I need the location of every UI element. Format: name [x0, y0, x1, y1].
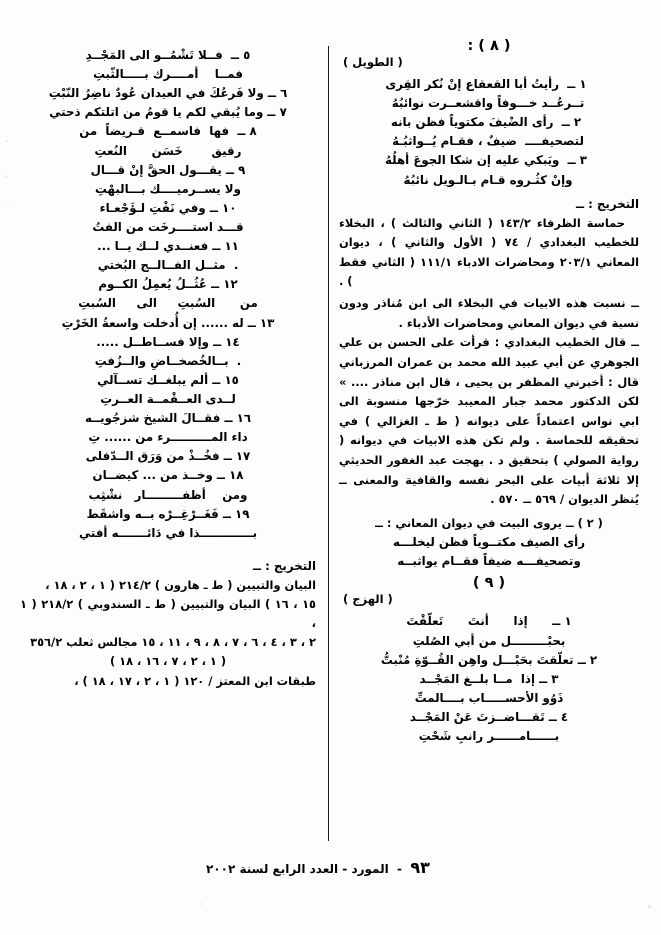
verse-line: [20, 447, 316, 466]
verse-line: [20, 275, 316, 313]
scan-speckle: [200, 903, 202, 905]
verse-line: [339, 612, 639, 650]
takhreej-note: ــ قال الخطيب البغدادي : قرأت على الحسن بن علي الجوهري عن أبي عبيد الله محمد بن عمران المرزباني قال : أخبرني المظفر بن يحيى ، قال ابن مناذر .... » لكن الدكتور محمد جبار المعيبد خرّجها منسوبة الى ابي نواس اعتماداً على ديوانه ( ط ـ الغزالي ) في تحقيقه للحماسة . ولم تكن هذه الابيات في ديوانه ( رواية الصولي ) بتحقيق د . بهجت عبد الغفور الحديثي إلا ثلاثة أبيات على البحر نفسه والقافية والمعنى ــ يُنظر الديوان / ٥٦٩ ــ ٥٧٠ .: [339, 335, 639, 507]
hemistich-second: . بــالخُصخــاضِ والــزُفتِ: [94, 353, 242, 368]
hemistich-second: . مثــل الفــالــج البُختي: [97, 258, 239, 273]
poem-9-number: ( ٩ ): [472, 575, 506, 592]
citation-line: البيان والتبيين ( ط ـ هارون ) ٢١٤/٢ ( ١ ، ٢ ، ١٨ ،: [45, 577, 316, 592]
hemistich-first: ١٤ ــ وإلا فســاطــل .....: [96, 334, 240, 349]
poem-8-number: ( ٨ ) :: [467, 38, 511, 54]
variant-hemistich-second: وتصحيفـــه ضيفاً فقــام يواثبــه: [397, 554, 581, 569]
hemistich-second: بـــــــــــــذا في دَائـــــــه أفتي: [78, 525, 258, 540]
poem-8-verses: [339, 75, 639, 190]
verse-line: [339, 670, 639, 708]
hemistich-second: رقيق خَسَن النُعتِ: [94, 143, 242, 158]
hemistich-first: ٧ ــ وما يُبقي لكم يا قومُ من اتلتكم ذحتي: [49, 105, 287, 120]
verse-line: [339, 151, 639, 189]
scan-speckle: [5, 175, 7, 178]
verse-line: [20, 409, 316, 447]
hemistich-first: ١٣ ــ له ...... إن أُدخلت واسعةُ الخَرْتِ: [61, 315, 275, 330]
page-footer: [14, 844, 647, 891]
variant-hemistich-first: رأى الصيف مكتــوياً فظن ليخلـــه: [393, 535, 585, 550]
hemistich-first: ٣ ــ إذا مــا بلــغ المَجْــد: [419, 671, 559, 686]
hemistich-first: ١٢ ــ عُثُــلُ يُعمِلُ الكــوم: [98, 277, 238, 292]
citation-line: ٢ ، ٣ ، ٤ ، ٦ ، ٧ ، ٨ ، ٩ ، ١١ ، ١٥ مجالس ثعلب ٣٥٦/٢: [30, 635, 316, 650]
takhreej-body-right: حماسة الظرفاء ١٤٣/٢ ( الثاني والثالث ) ، البخلاء للخطيب البغدادي / ٧٤ ( الأول والثاني ) ، ديوان المعاني ٢٠٣/١ ومحاضرات الادباء ١١١/١ ( الثاني فقط ) .: [339, 215, 640, 289]
verse-line: [339, 708, 639, 746]
variant-intro: ( ٢ ) ــ يروى البيت في ديوان المعاني : ــ: [375, 515, 603, 530]
hemistich-first: ١١ ــ فعنــدي لــك يــا ...: [97, 239, 239, 254]
poem-9-meter-label: ( الهزج ): [343, 592, 393, 607]
scan-speckle: [6, 140, 8, 142]
takhreej-label-left: التخريج : ــ: [252, 558, 316, 573]
verse-line: [20, 371, 316, 409]
takhreej-note: ــ نسبت هذه الابيات في البخلاء الى ابن مُناذر ودون نسبة في ديوان المعاني ومحاضرات الأدباء .: [339, 296, 639, 330]
hemistich-second: ومن أظفـــــــــار نشْثِب: [88, 487, 248, 502]
journal-name: المورد: [351, 862, 389, 876]
hemistich-first: ١٧ ــ فخُــذْ من وَرَق الــدّفلى: [85, 449, 251, 464]
left-column: [14, 34, 328, 854]
poem-8-meter-label: ( الطويل ): [343, 55, 403, 69]
hemistich-first: ٩ ــ يقـــول الحقَّ إنْ قـــال: [90, 162, 246, 177]
hemistich-first: ١٦ ــ فقــالَ الشيخ شزجُويــه: [84, 411, 252, 426]
takhreej-label-right: التخريج : ــ: [575, 196, 639, 211]
scan-speckle: [648, 905, 651, 908]
hemistich-first: ٢ ــ تعلّقتَ بحَبْـــل واهِن القُــوّةِ مُنْبتُّ: [380, 652, 598, 667]
right-column: [329, 34, 647, 854]
hemistich-first: ٨ ــ فها فاسمــع قـريضاً من: [79, 124, 257, 139]
two-column-layout: [14, 34, 647, 854]
column-divider-rule: [328, 46, 329, 841]
hemistich-first: ٤ ــ تَقـــاضــزتَ عَنْ المَجْــد: [409, 709, 569, 724]
hemistich-first: ١ ــ إذا أنتَ تَعلّقْتَ: [406, 614, 572, 629]
page-number: ٩٣: [410, 858, 430, 877]
hemistich-second: من السُبتِ الى السُبتِ: [78, 296, 258, 311]
verse-line: [20, 333, 316, 371]
verse-line: [339, 651, 639, 670]
verse-line: [339, 113, 639, 151]
hemistich-second: وإنْ كثُـروه قـام بـالـويل نائبُهُ: [403, 172, 573, 187]
hemistich-second: تــرعُــد خـــوفاً واقشعــرت نوائبُهُ: [391, 96, 585, 111]
hemistich-second: ذَوُو الأحســـــاب بــــالمتِّ: [414, 690, 564, 705]
footer-separator: -: [338, 862, 352, 876]
poem-9-verses: [339, 612, 639, 746]
issue-label: العدد الرابع لسنة ٢٠٠٢: [205, 862, 339, 876]
hemistich-first: ٥ ــ فــلا تَشْمُــو الى المَجْــدِ: [85, 48, 251, 62]
hemistich-first: ١٥ ــ ألم يبلغــك تســآلي: [97, 372, 239, 387]
hemistich-second: بــــــامــــــر رانبِ شَحْتِ: [418, 729, 560, 744]
page-content-area: [14, 34, 647, 895]
verse-line: [20, 505, 316, 543]
hemistich-first: ١٠ ــ وفي نَفْتِ لـؤَجْعـاء: [99, 200, 237, 215]
hemistich-second: ولا يســرميــــك بـــالبهْتِ: [95, 181, 241, 196]
hemistich-second: لتصحيفــــ ضيفٌ ، فقـام يُــواثبُـهُ: [392, 134, 584, 149]
hemistich-second: فمــا أمــــرك بـــــالثّبتِ: [93, 67, 243, 82]
citation-line: ( ١ ، ٢ ، ٧ ، ١٦ ، ١٨ ): [109, 654, 227, 669]
verse-line: [20, 122, 316, 160]
hemistich-first: ١٨ ــ وخــذ من ... كيضــان: [92, 468, 244, 483]
verse-line: [20, 103, 316, 122]
hemistich-second: بحبْـــــــــل من أبي الصُلتِ: [412, 633, 566, 648]
hemistich-first: ١ ــ رأيتُ أبا القعقاع إنْ نُكر القِرى: [385, 77, 587, 91]
verse-line: [20, 199, 316, 237]
verse-line: [20, 314, 316, 333]
footer-separator: -: [388, 862, 411, 876]
hemistich-second: لــدى العــقْمــة العــرتِ: [100, 391, 236, 406]
scan-speckle: [7, 205, 9, 207]
citation-line: ١٥ ، ١٦ ) البيان والتبيين ( ط ـ السندوبي ) ٢١٨/٢ ( ١ ،: [20, 597, 316, 631]
verse-line: [20, 466, 316, 504]
left-column-verses: [20, 34, 316, 543]
verse-line: [20, 161, 316, 199]
hemistich-first: ٣ ــ ويَبكي عليه إن شكا الجوعَ أهلُهُ: [385, 153, 587, 168]
citation-line: طبقات ابن المعتز / ١٢٠ ( ١ ، ٢ ، ١٧ ، ١٨ ) ،: [74, 673, 316, 688]
hemistich-first: ٢ ــ رأى الضْيفَ مكتوياً فظن بانه: [390, 115, 582, 130]
takhreej-block-left: [20, 559, 316, 691]
verse-line: [20, 237, 316, 275]
verse-line: [20, 84, 316, 103]
hemistich-second: قـــد استــــرخَت من الفتُ: [92, 219, 244, 234]
verse-line: [339, 75, 639, 113]
verse-line: [20, 46, 316, 84]
hemistich-first: ٦ ــ ولا فَرعُكَ في العيدان عُودٌ ناضِرُ النّبْتِ: [48, 86, 288, 101]
hemistich-first: ١٩ ــ فَغَــرْغِــرْه بــه واشقَط: [86, 506, 250, 521]
hemistich-second: داء المــــــــــرء من ...... تِ: [88, 430, 248, 445]
